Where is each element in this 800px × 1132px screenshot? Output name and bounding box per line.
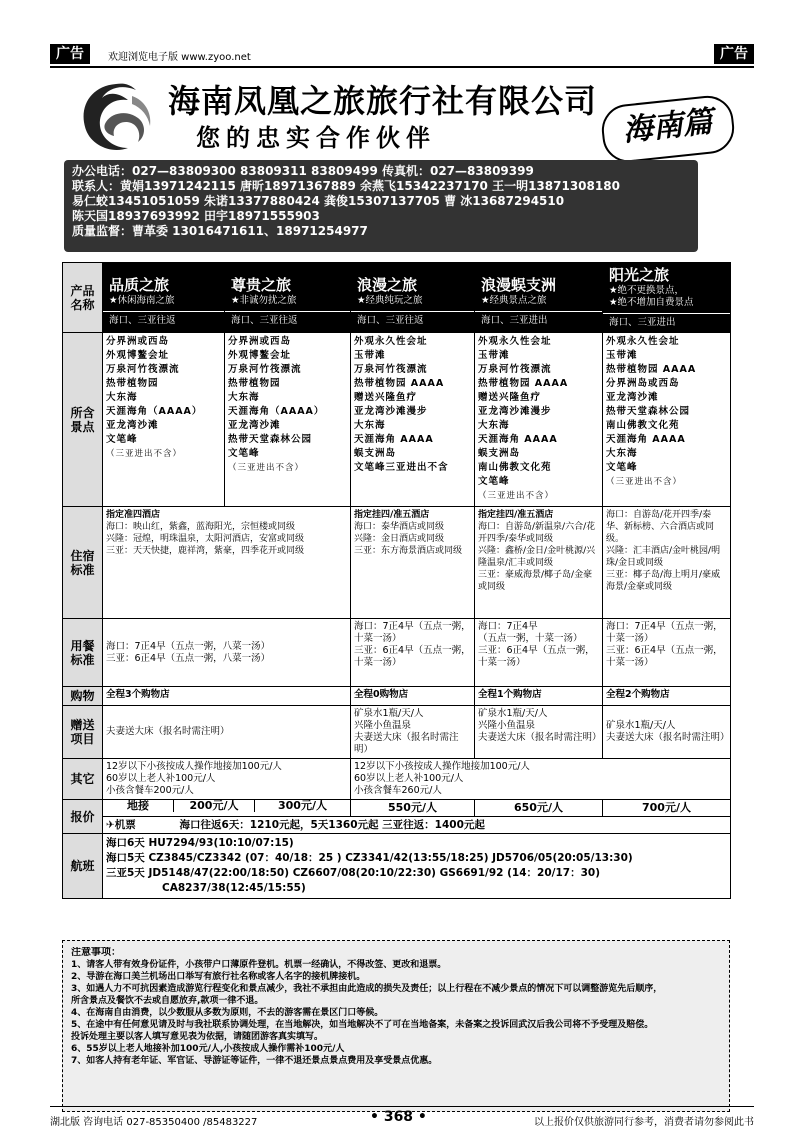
spot-item: 亚龙湾沙滩 bbox=[606, 392, 659, 403]
product-card[interactable] bbox=[351, 263, 475, 333]
notes-box bbox=[62, 940, 730, 1112]
table-row bbox=[63, 817, 731, 834]
note-item: 4、在海南自由消费，以少数服从多数为原则，不去的游客需在景区门口等候。 bbox=[71, 1008, 384, 1018]
spot-item: 热带植物园 AAAA bbox=[354, 378, 445, 389]
ad-tag-right: 广告 bbox=[714, 44, 754, 64]
meal-line: 海口：7正4早（五点一粥，八菜一汤） bbox=[106, 640, 271, 652]
product-name: 品质之旅 bbox=[109, 276, 170, 294]
spot-item: 热带天堂森林公园 bbox=[606, 406, 691, 417]
shopping-cell: 全程1个购物店 bbox=[475, 687, 603, 706]
spot-item: 天涯海角（AAAA） bbox=[228, 406, 325, 417]
spot-item: 亚龙湾沙滩 bbox=[228, 420, 281, 431]
hotel-line: 指定准四酒店 bbox=[106, 510, 161, 520]
gift-line: 矿泉水1瓶/天/人 bbox=[606, 720, 676, 731]
spots-cell bbox=[351, 333, 475, 507]
price-value: 700元/人 bbox=[603, 800, 731, 817]
hotel-line: 兴隆：冠煌，明珠温泉，太阳河酒店，安富或同级 bbox=[106, 534, 305, 544]
hotel-line: 海口：泰华酒店或同级 bbox=[354, 522, 445, 532]
hainan-stamp: 海南篇 bbox=[599, 93, 736, 164]
note-item: 1、请客人带有效身份证件，小孩带户口薄原件登机。机票一经确认，不得改签、更改和退票。 bbox=[71, 960, 447, 970]
hotel-line: 海口：自游岛/新温泉/六合/花开四季/泰华或同级 bbox=[478, 522, 596, 544]
table-row bbox=[63, 507, 731, 619]
hotel-line: 兴隆：金日酒店或同级 bbox=[354, 534, 445, 544]
company-name: 海南凤凰之旅旅行社有限公司 bbox=[168, 82, 598, 120]
spot-item: 分界洲或西岛 bbox=[228, 336, 292, 347]
product-card[interactable] bbox=[475, 263, 603, 333]
gift-line: 矿泉水1瓶/天/人 bbox=[354, 708, 424, 719]
price-cell bbox=[103, 800, 351, 817]
meals-cell bbox=[103, 619, 351, 687]
gift-line: 夫妻送大床（报名时需注明） bbox=[354, 732, 459, 755]
meal-line: 三亚：6正4早（五点一粥，十菜一汤） bbox=[606, 645, 723, 668]
spot-item: （三亚进出不含） bbox=[478, 491, 555, 501]
spot-item: 南山佛教文化苑 bbox=[606, 420, 680, 431]
spot-item: 万泉河竹筏漂流 bbox=[478, 364, 552, 375]
product-sub: ★经典纯玩之旅 bbox=[357, 295, 423, 306]
spot-item: 赠送兴隆鱼疗 bbox=[478, 392, 542, 403]
shopping-cell: 全程2个购物店 bbox=[603, 687, 731, 706]
air-ticket-price: 海口往返6天：1210元起，5天1360元起 三亚往返：1400元起 bbox=[179, 819, 485, 831]
spots-cell bbox=[103, 333, 225, 507]
spot-item: 亚龙湾沙滩 bbox=[106, 420, 159, 431]
page-number: • 368 • bbox=[370, 1109, 427, 1125]
top-bar bbox=[50, 44, 754, 68]
spot-item: （三亚进出不含） bbox=[606, 477, 683, 487]
contact-line: 陈天国18937693992 田宇18971555903 bbox=[72, 209, 320, 223]
spot-item: 赠送兴隆鱼疗 bbox=[354, 392, 418, 403]
table-row bbox=[63, 834, 731, 899]
contact-line: 易仁蛟13451051059 朱诺13377880424 龚俊15307137705 曹 冰13687294510 bbox=[72, 194, 565, 208]
row-label-product: 产品名称 bbox=[63, 263, 103, 333]
spot-item: 热带植物园 AAAA bbox=[478, 378, 569, 389]
spots-cell bbox=[225, 333, 351, 507]
note-item: 6、55岁以上老人地接补加100元/人,小孩按成人操作需补100元/人 bbox=[71, 1044, 345, 1054]
price-value: 200元/人 bbox=[173, 800, 254, 812]
footer-contact: 湖北版 咨询电话 027-85350400 /85483227 bbox=[50, 1117, 258, 1128]
spot-item: 热带植物园 bbox=[228, 378, 281, 389]
product-name: 阳光之旅 bbox=[609, 266, 670, 284]
shopping-cell: 全程3个购物店 bbox=[103, 687, 351, 706]
spot-item: 蜈支洲岛 bbox=[354, 448, 397, 459]
gift-line: 兴隆小鱼温泉 bbox=[478, 720, 536, 731]
spot-item: 热带天堂森林公园 bbox=[228, 434, 313, 445]
row-label-spots: 所含景点 bbox=[63, 333, 103, 507]
hotel-cell bbox=[603, 507, 731, 619]
spot-item: 外观永久性会址 bbox=[354, 336, 428, 347]
table-row bbox=[63, 619, 731, 687]
row-label-flights: 航班 bbox=[63, 834, 103, 899]
table-row bbox=[63, 333, 731, 507]
spot-item: （三亚进出不含） bbox=[106, 449, 183, 459]
contact-line: 办公电话：027—83809300 83809311 83809499 传真机：027—83809399 bbox=[72, 164, 534, 178]
flight-line: 三亚5天 JD5148/47(22:00/18:50) CZ6607/08(20:10/22:30) GS6691/92 (14：20/17：30) bbox=[106, 867, 600, 879]
product-card[interactable] bbox=[603, 263, 731, 333]
air-price-cell bbox=[103, 817, 731, 834]
spot-item: 南山佛教文化苑 bbox=[478, 462, 552, 473]
spots-cell bbox=[475, 333, 603, 507]
hotel-line: 指定挂四/准五酒店 bbox=[354, 510, 430, 520]
gifts-cell bbox=[351, 706, 475, 759]
note-item: 2、导游在海口美兰机场出口举写有旅行社名称或客人名字的接机牌接机。 bbox=[71, 972, 366, 982]
spot-item: 分界洲岛或西岛 bbox=[606, 378, 680, 389]
row-label-hotel: 住宿标准 bbox=[63, 507, 103, 619]
product-sub: ★休闲海南之旅 bbox=[109, 295, 175, 306]
ad-tag-left: 广告 bbox=[50, 44, 90, 64]
meals-cell bbox=[603, 619, 731, 687]
footer bbox=[50, 1106, 754, 1128]
spot-item: 天涯海角 AAAA bbox=[478, 434, 558, 445]
product-name: 浪漫蜈支洲 bbox=[481, 276, 557, 294]
spot-item: 文笔峰 bbox=[228, 448, 260, 459]
spot-item: 分界洲或西岛 bbox=[106, 336, 170, 347]
other-line: 60岁以上老人补100元/人 bbox=[106, 773, 216, 784]
flights-cell bbox=[103, 834, 731, 899]
row-label-other: 其它 bbox=[63, 759, 103, 800]
spot-item: 亚龙湾沙滩漫步 bbox=[478, 406, 552, 417]
other-line: 小孩含餐车200元/人 bbox=[106, 785, 194, 796]
product-card[interactable] bbox=[225, 263, 351, 333]
product-sub: ★经典景点之旅 bbox=[481, 295, 547, 306]
product-name: 尊贵之旅 bbox=[231, 276, 292, 294]
hotel-line: 兴隆：汇丰酒店/金叶桃园/明珠/金日或同级 bbox=[606, 546, 721, 568]
hotel-line: 海口：自游岛/花开四季/泰华、新标榜、六合酒店或同级。 bbox=[606, 510, 715, 544]
note-item: 5、在途中有任何意见请及时与我社联系协调处理，在当地解决，如当地解决不了可在当地备案，未备案之投诉回武汉后我公司将不予受理及赔偿。 bbox=[71, 1020, 654, 1030]
tour-table bbox=[62, 262, 731, 899]
footer-disclaimer: 以上报价仅供旅游同行参考，消费者请勿参阅此书 bbox=[534, 1117, 754, 1128]
price-value: 550元/人 bbox=[351, 800, 475, 817]
spot-item: 大东海 bbox=[228, 392, 260, 403]
hotel-line: 兴隆：鑫桥/金日/金叶桃源/兴隆温泉/汇丰或同级 bbox=[478, 546, 596, 568]
spot-item: 蜈支洲岛 bbox=[478, 448, 521, 459]
spot-item: 天涯海角 AAAA bbox=[606, 434, 686, 445]
spot-item: 玉带滩 bbox=[354, 350, 386, 361]
spot-item: 天涯海角 AAAA bbox=[354, 434, 434, 445]
contact-box bbox=[64, 160, 698, 252]
spot-item: 外观博鳌会址 bbox=[106, 350, 170, 361]
other-line: 12岁以下小孩按成人操作地接加100元/人 bbox=[354, 761, 530, 772]
spot-item: 热带植物园 AAAA bbox=[606, 364, 697, 375]
phoenix-logo-icon bbox=[72, 78, 160, 158]
gifts-cell: 夫妻送大床（报名时需注明） bbox=[103, 706, 351, 759]
gift-line: 兴隆小鱼温泉 bbox=[354, 720, 412, 731]
row-label-price: 报价 bbox=[63, 800, 103, 834]
spot-item: 万泉河竹筏漂流 bbox=[228, 364, 302, 375]
meal-line: 海口：7正4早（五点一粥，十菜一汤） bbox=[354, 621, 471, 644]
spot-item: 大东海 bbox=[606, 448, 638, 459]
meal-line: 海口：7正4早 bbox=[478, 621, 538, 632]
flight-line: 海口5天 CZ3845/CZ3342 (07：40/18：25 ) CZ3341/42(13:55/18:25) JD5706/05(20:05/13:30) bbox=[106, 852, 633, 864]
spot-item: 文笔峰 bbox=[106, 434, 138, 445]
row-label-meals: 用餐标准 bbox=[63, 619, 103, 687]
price-value: 650元/人 bbox=[475, 800, 603, 817]
hotel-cell bbox=[475, 507, 603, 619]
hotel-line: 海口：映山红，紫鑫，蓝海阳光，宗恒楼或同级 bbox=[106, 522, 296, 532]
product-route: 海口、三亚往返 bbox=[351, 311, 474, 330]
note-item: 3、如遇人力不可抗因素造成游览行程变化和景点减少，我社不承担由此造成的损失及责任；以上行程在不减少景点的情况下可以调整游览先后顺序， bbox=[71, 984, 663, 994]
product-route: 海口、三亚进出 bbox=[475, 311, 602, 330]
other-line: 60岁以上老人补100元/人 bbox=[354, 773, 464, 784]
flight-line: CA8237/38(12:45/15:55) bbox=[162, 882, 306, 894]
hotel-line: 三亚：椰子岛/海上明月/豪威海景/金豪或同级 bbox=[606, 570, 721, 592]
hotel-cell bbox=[351, 507, 475, 619]
table-row bbox=[63, 263, 731, 333]
notes-title: 注意事项： bbox=[71, 947, 121, 958]
spot-item: 大东海 bbox=[478, 420, 510, 431]
contact-line: 联系人：黄娟13971242115 唐昕18971367889 余燕飞15342237170 王一明13871308180 bbox=[72, 179, 620, 193]
meals-cell bbox=[475, 619, 603, 687]
spot-item: 大东海 bbox=[106, 392, 138, 403]
spot-item: 万泉河竹筏漂流 bbox=[106, 364, 180, 375]
meal-line: 三亚：6正4早（五点一粥，八菜一汤） bbox=[106, 652, 271, 664]
other-cell bbox=[103, 759, 351, 800]
spot-item: 文笔峰 bbox=[606, 462, 638, 473]
meal-line: 海口：7正4早（五点一粥，十菜一汤） bbox=[606, 621, 723, 644]
table-row bbox=[63, 800, 731, 817]
hotel-cell bbox=[103, 507, 351, 619]
spot-item: 天涯海角（AAAA） bbox=[106, 406, 203, 417]
meal-line: （五点一粥，十菜一汤） bbox=[478, 633, 583, 644]
spot-item: 外观永久性会址 bbox=[478, 336, 552, 347]
product-sub: ★绝不更换景点， ★绝不增加自费景点 bbox=[609, 285, 694, 308]
product-sub: ★非诚勿扰之旅 bbox=[231, 295, 297, 306]
ground-label: 地接 bbox=[127, 799, 149, 812]
spot-item: 外观永久性会址 bbox=[606, 336, 680, 347]
row-label-gifts: 赠送项目 bbox=[63, 706, 103, 759]
gifts-cell bbox=[475, 706, 603, 759]
spot-item: 玉带滩 bbox=[606, 350, 638, 361]
spot-item: 文笔峰 bbox=[478, 476, 510, 487]
other-line: 12岁以下小孩按成人操作地接加100元/人 bbox=[106, 761, 282, 772]
product-route: 海口、三亚往返 bbox=[225, 311, 350, 330]
spot-item: 外观博鳌会址 bbox=[228, 350, 292, 361]
table-row bbox=[63, 759, 731, 800]
contact-line: 质量监督：曹革委 13016471611、18971254977 bbox=[72, 224, 368, 238]
meals-cell bbox=[351, 619, 475, 687]
price-value: 300元/人 bbox=[254, 800, 350, 812]
hotel-line: 三亚：天天快捷，鹿祥湾，紫豪，四季花开或同级 bbox=[106, 546, 305, 556]
gift-line: 矿泉水1瓶/天/人 bbox=[478, 708, 548, 719]
gift-line: 夫妻送大床（报名时需注明） bbox=[606, 732, 730, 743]
flight-line: 海口6天 HU7294/93(10:10/07:15) bbox=[106, 837, 294, 849]
note-item: 所含景点及餐饮不去或自愿放弃,款项一律不退。 bbox=[71, 996, 264, 1006]
hotel-line: 三亚：豪威海景/椰子岛/金豪或同级 bbox=[478, 570, 593, 592]
spot-item: 万泉河竹筏漂流 bbox=[354, 364, 428, 375]
row-label-shopping: 购物 bbox=[63, 687, 103, 706]
gift-line: 夫妻送大床（报名时需注明） bbox=[478, 732, 602, 743]
air-ticket-label: ✈机票 bbox=[106, 819, 136, 831]
spot-item: 大东海 bbox=[354, 420, 386, 431]
spot-item: （三亚进出不含） bbox=[228, 463, 305, 473]
product-route: 海口、三亚往返 bbox=[103, 311, 224, 330]
product-route: 海口、三亚进出 bbox=[603, 313, 730, 332]
product-card[interactable] bbox=[103, 263, 225, 333]
meal-line: 三亚：6正4早（五点一粥，十菜一汤） bbox=[354, 645, 471, 668]
note-item: 投诉处理主要以客人填写意见表为依据，请随团游客真实填写。 bbox=[71, 1032, 324, 1042]
spot-item: 玉带滩 bbox=[478, 350, 510, 361]
table-row bbox=[63, 706, 731, 759]
spot-item: 亚龙湾沙滩漫步 bbox=[354, 406, 428, 417]
spot-item: 热带植物园 bbox=[106, 378, 159, 389]
website-link[interactable]: 欢迎浏览电子版 www.zyoo.net bbox=[108, 52, 251, 63]
spot-item: 文笔峰三亚进出不含 bbox=[354, 462, 449, 473]
shopping-cell: 全程0购物店 bbox=[351, 687, 475, 706]
hotel-line: 三亚：东方海景酒店或同级 bbox=[354, 546, 463, 556]
gifts-cell bbox=[603, 706, 731, 759]
hotel-line: 指定挂四/准五酒店 bbox=[478, 510, 554, 520]
table-row bbox=[63, 687, 731, 706]
note-item: 7、如客人持有老年证、军官证、导游证等证件，一律不退还景点景点费用及享受景点优惠。 bbox=[71, 1056, 438, 1066]
product-name: 浪漫之旅 bbox=[357, 276, 418, 294]
meal-line: 三亚：6正4早（五点一粥，十菜一汤） bbox=[478, 645, 595, 668]
other-line: 小孩含餐车260元/人 bbox=[354, 785, 442, 796]
spots-cell bbox=[603, 333, 731, 507]
slogan: 您的忠实合作伙伴 bbox=[196, 123, 436, 152]
other-cell bbox=[351, 759, 731, 800]
